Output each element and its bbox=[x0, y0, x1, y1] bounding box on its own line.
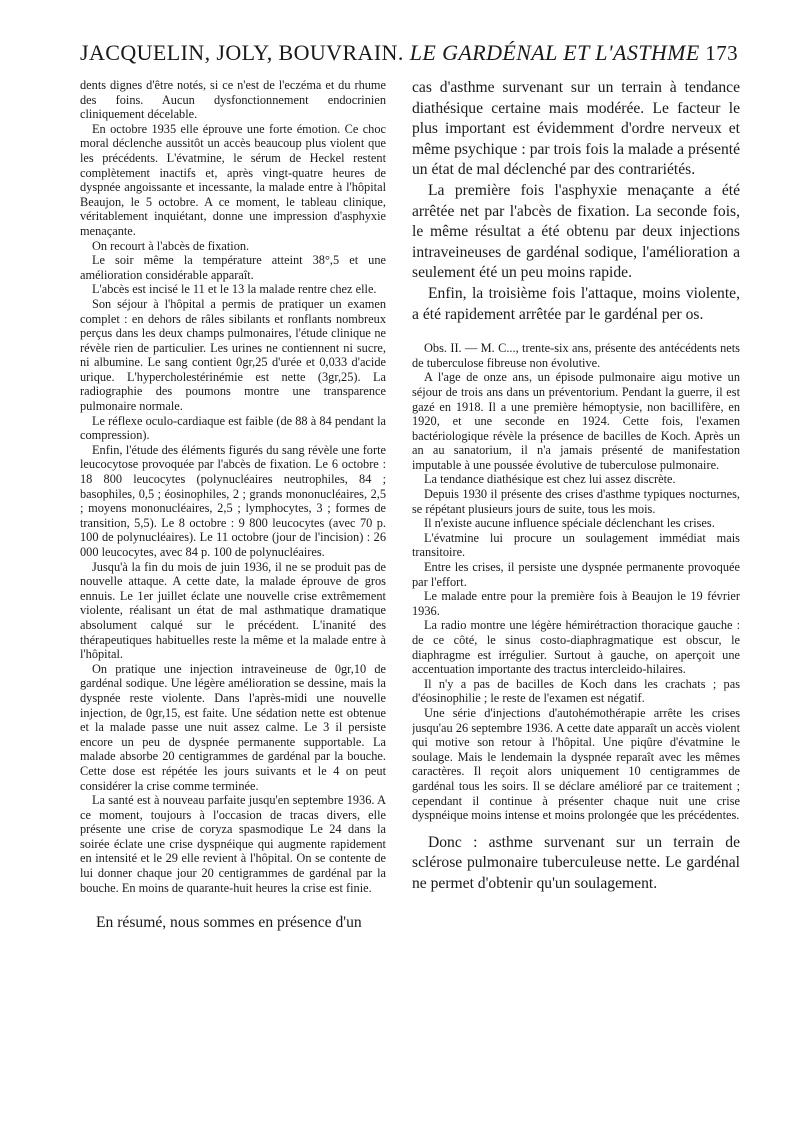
paragraph: dents dignes d'être notés, si ce n'est de l'eczéma et du rhume des foins. Aucun dysfonctionnement endocrinien cliniquement décelable. bbox=[80, 78, 386, 122]
header-authors: JACQUELIN, JOLY, BOUVRAIN. bbox=[80, 40, 404, 65]
observation-2 bbox=[412, 341, 740, 823]
paragraph: La tendance diathésique est chez lui assez discrète. bbox=[424, 472, 676, 487]
paragraph: Le soir même la température atteint 38°,5 et une amélioration considérable apparaît. bbox=[80, 253, 386, 282]
right-column bbox=[412, 78, 740, 1118]
paragraph: Jusqu'à la fin du mois de juin 1936, il ne se produit pas de nouvelle attaque. A cette date, la malade éprouve de gros ennuis. Le 1er juillet éclate une nouvelle crise extrêmement violente, réalisant un état de mal asthmatique dramatique absolument calqué sur le précédent. L'inanité des thérapeutiques habituelles reste la même et la malade entre à l'hôpital. bbox=[80, 559, 386, 662]
paragraph: La santé est à nouveau parfaite jusqu'en septembre 1936. A ce moment, toujours à l'occasion de tracas divers, elle présente une crise de coryza spasmodique Le 24 dans la soirée éclate une crise dyspnéique qui augmente rapidement en intensité et le 29 elle revient à l'hôpital. On se contente de lui donner chaque jour 20 centigrammes de gardénal par la bouche. En moins de quarante-huit heures la crise est finie. bbox=[80, 793, 386, 895]
paragraph: Enfin, la troisième fois l'attaque, moins violente, a été rapidement arrêtée par le gardénal per os. bbox=[412, 284, 740, 323]
paragraph: Il n'existe aucune influence spéciale déclenchant les crises. bbox=[424, 516, 715, 531]
paragraph: L'évatmine lui procure un soulagement immédiat mais transitoire. bbox=[412, 530, 740, 560]
paragraph: cas d'asthme survenant sur un terrain à tendance diathésique certaine mais modérée. Le facteur le plus important est évidemment d'ordre nerveux et même psychique : par trois fois la malade a présenté un état de mal déclenché par des contrariétés. bbox=[412, 79, 740, 179]
header-title: LE GARDÉNAL ET L'ASTHME bbox=[409, 40, 700, 65]
paragraph: Entre les crises, il persiste une dyspnée permanente provoquée par l'effort. bbox=[412, 560, 740, 589]
paragraph: On pratique une injection intraveineuse de 0gr,10 de gardénal sodique. Une légère amélioration se dessine, mais la dyspnée reste violente. Dans l'après-midi une nouvelle injection, de 0gr,15, est faite. Une sédation nette est obtenue et la malade passe une nuit assez calme. Le 3 il persiste encore un peu de dyspnée permanente supportable. La malade absorbe 20 centigrammes de gardénal par la bouche. Cette dose est répétée les jours suivants et le 4 on peut considérer la crise comme terminée. bbox=[80, 661, 386, 793]
paragraph: Depuis 1930 il présente des crises d'asthme typiques nocturnes, se répétant plusieurs jours de suite, tous les mois. bbox=[412, 487, 740, 516]
paragraph: L'abcès est incisé le 11 et le 13 la malade rentre chez elle. bbox=[92, 282, 377, 297]
page-number: 173 bbox=[705, 41, 738, 65]
running-header bbox=[80, 40, 738, 74]
paragraph: Son séjour à l'hôpital a permis de pratiquer un examen complet : en dehors de râles sibilants et ronflants nombreux perçus dans les deux champs pulmonaires, l'étude clinique ne révèle rien de particulier. Les urines ne contiennent ni sucre, ni albumine. Le sang contient 0gr,25 d'urée et 0,033 d'acide urique. L'hypercholestérinémie est nette (3gr,25). La radiographie des poumons montre une transparence pulmonaire normale. bbox=[80, 296, 386, 414]
resume-section bbox=[80, 913, 386, 934]
obs-heading-paragraph: Obs. II. — M. C..., trente-six ans, présente des antécédents nets de tuberculose fibreuse non évolutive. bbox=[412, 341, 740, 370]
paragraph: On recourt à l'abcès de fixation. bbox=[92, 238, 250, 253]
conclusion-section bbox=[412, 833, 740, 895]
paragraph: A l'age de onze ans, un épisode pulmonaire aigu motive un séjour de trois ans dans un préventorium. Pendant la guerre, il est gazé en 1918. Il a une première hémoptysie, non bacillifère, en 1920, et une seconde en 1924. Cette fois, l'examen bactériologique révèle la présence de bacilles de Koch. Après un an au sanatorium, il n'a jamais présenté de manifestation imputable à une poussée évolutive de tuberculose pulmonaire. bbox=[412, 370, 740, 472]
paragraph: Le réflexe oculo-cardiaque est faible (de 88 à 84 pendant la compression). bbox=[80, 413, 386, 443]
paragraph: La première fois l'asphyxie menaçante a été arrêtée net par l'abcès de fixation. La seconde fois, le même résultat a été obtenu par deux injections intraveineuses de gardénal sodique, l'amélioration a seulement été un peu moins rapide. bbox=[412, 181, 740, 282]
left-column bbox=[80, 78, 386, 1118]
paragraph: Le malade entre pour la première fois à Beaujon le 19 février 1936. bbox=[412, 589, 740, 618]
paragraph: Il n'y a pas de bacilles de Koch dans les crachats ; pas d'éosinophilie ; le reste de l'examen est négatif. bbox=[412, 676, 740, 706]
resume-paragraph: En résumé, nous sommes en présence d'un bbox=[96, 914, 362, 932]
left-case-text bbox=[80, 78, 386, 895]
right-intro-text bbox=[412, 78, 740, 325]
conclusion-paragraph: Donc : asthme survenant sur un terrain de sclérose pulmonaire tuberculeuse nette. Le gardénal ne permet d'obtenir qu'un soulagement. bbox=[412, 833, 740, 892]
paragraph: Une série d'injections d'autohémothérapie arrête les crises jusqu'au 26 septembre 1936. A cette date apparaît un accès violent qui motive son retour à l'hôpital. Une piqûre d'évatmine le soulage. Mais le lendemain la dyspnée reparaît avec les mêmes caractères. Il reçoit alors uniquement 10 centigrammes de gardénal tous les soirs. Il se déclare amélioré par ce traitement ; cependant il continue à présenter chaque nuit une crise dyspnéique moins intense et moins prolongée que les précédentes. bbox=[412, 705, 740, 823]
paragraph: En octobre 1935 elle éprouve une forte émotion. Ce choc moral déclenche aussitôt un accès beaucoup plus violent que les précédents. L'évatmine, le sérum de Heckel restent complètement inactifs et, après vingt-quatre heures de dyspnée angoissante et incessante, la malade entre à l'hôpital Beaujon, le 5 octobre. A ce moment, le tableau clinique, véritablement inquiétant, donne une impression d'asphyxie menaçante. bbox=[80, 121, 386, 238]
paragraph: Enfin, l'étude des éléments figurés du sang révèle une forte leucocytose provoquée par l'abcès de fixation. Le 6 octobre : 18 800 leucocytes (polynucléaires neutrophiles, 84 ; basophiles, 0,5 ; éosinophiles, 2 ; grands mononucléaires, 2,5 ; moyens mononucléaires, 2,5 ; lymphocytes, 3 ; formes de transition, 5,5). Le 8 octobre : 9 800 leucocytes (avec 70 p. 100 de polynucléaires). Le 11 octobre (jour de l'incision) : 26 000 leucocytes, avec 84 p. 100 de polynucléaires. bbox=[80, 442, 386, 559]
paragraph: La radio montre une légère hémirétraction thoracique gauche : de ce côté, le sinus costo-diaphragmatique est obscur, le diaphragme est irrégulier. Surtout à gauche, on aperçoit une accentuation importante des tractus intercleido-hilaires. bbox=[412, 618, 740, 677]
